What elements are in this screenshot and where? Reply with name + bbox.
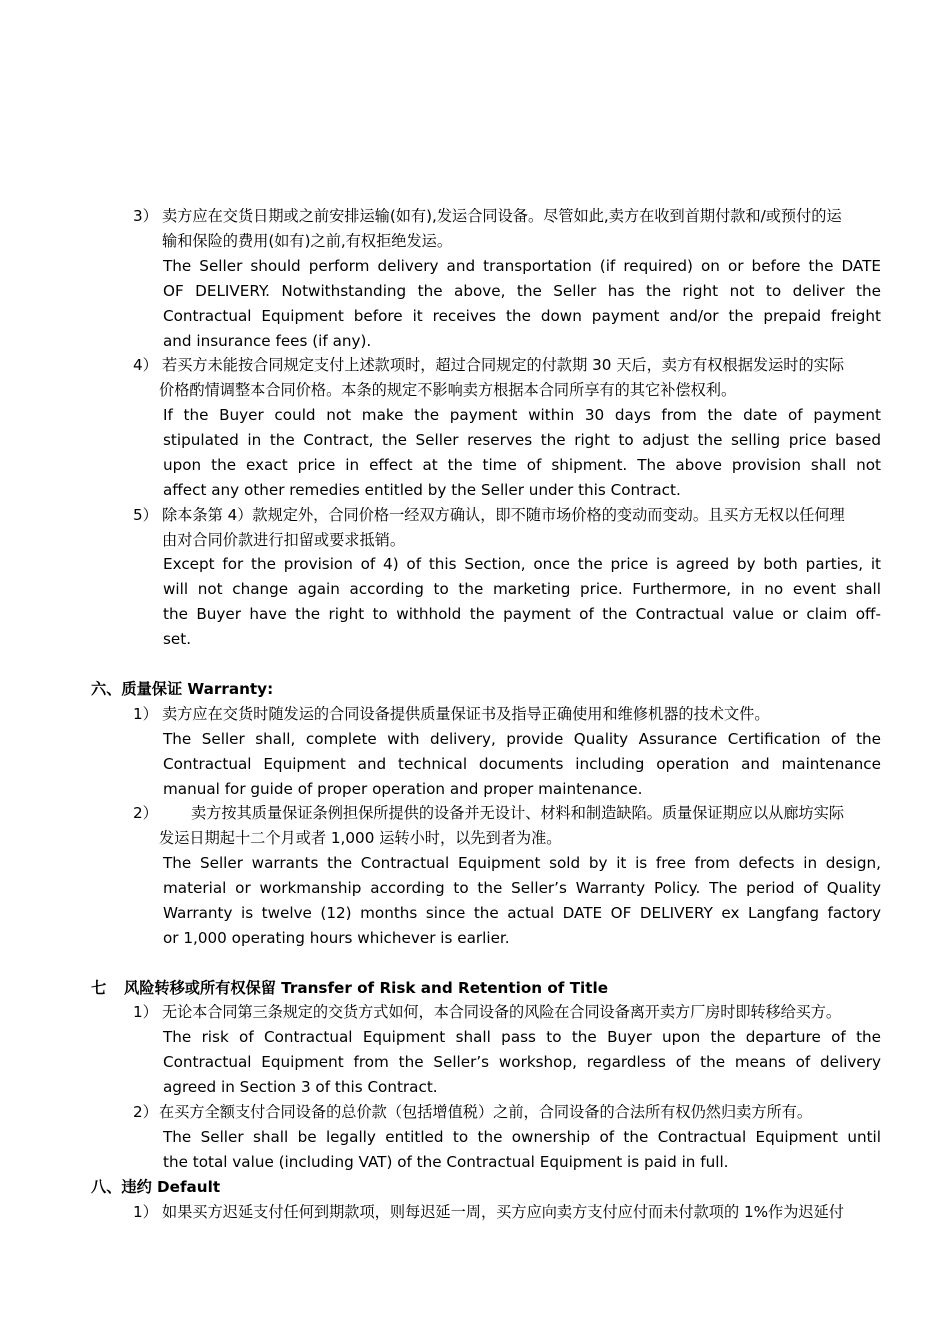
item-en-line: Contractual Equipment before it receives the down payment and/or the prepaid freight [163,307,881,325]
item-en-line: OF DELIVERY. Notwithstanding the above, the Seller has the right not to deliver the [163,282,881,300]
item-cn-line: 由对合同价款进行扣留或要求抵销。 [162,531,405,549]
item-cn-line: 价格酌情调整本合同价格。本条的规定不影响卖方根据本合同所享有的其它补偿权利。 [159,381,737,399]
item-en-line: Contractual Equipment and technical documents including operation and maintenance [163,755,881,773]
item-en-line: set. [163,630,192,648]
item-en-line: Except for the provision of 4) of this Section, once the price is agreed by both parties, it [163,555,881,573]
item-cn-line: 卖方应在交货日期或之前安排运输(如有),发运合同设备。尽管如此,卖方在收到首期付款和/或预付的运 [162,207,842,225]
section-heading-default: 八、违约 Default [91,1178,221,1196]
item-en-line: The Seller warrants the Contractual Equipment sold by it is free from defects in design, [163,854,881,872]
item-en-line: stipulated in the Contract, the Seller reserves the right to adjust the selling price based [163,431,881,449]
item-number: 2） [133,804,158,822]
item-en-line: The Seller shall be legally entitled to the ownership of the Contractual Equipment until [163,1128,881,1146]
item-cn-line: 卖方按其质量保证条例担保所提供的设备并无设计、材料和制造缺陷。质量保证期应以从廊坊实际 [191,804,845,822]
item-cn-line: 除本条第 4）款规定外，合同价格一经双方确认，即不随市场价格的变动而变动。且买方无权以任何理 [162,506,845,524]
item-en-line: If the Buyer could not make the payment within 30 days from the date of payment [163,406,881,424]
item-number: 1） [133,1203,158,1221]
item-en-line: or 1,000 operating hours whichever is earlier. [163,929,510,947]
item-en-line: The Seller shall, complete with delivery, provide Quality Assurance Certification of the [163,730,881,748]
section-heading-warranty: 六、质量保证 Warranty: [91,680,274,698]
item-en-line: agreed in Section 3 of this Contract. [163,1078,438,1096]
item-en-line: material or workmanship according to the Seller’s Warranty Policy. The period of Quality [163,879,881,897]
item-number: 1） [133,1003,158,1021]
item-number: 2） [133,1103,158,1121]
item-en-line: upon the exact price in effect at the time of shipment. The above provision shall not [163,456,881,474]
item-cn-line: 若买方未能按合同规定支付上述款项时，超过合同规定的付款期 30 天后，卖方有权根据发运时的实际 [162,356,845,374]
section-heading-risk-transfer: 风险转移或所有权保留 Transfer of Risk and Retention of Title [124,979,609,997]
item-en-line: Contractual Equipment from the Seller’s workshop, regardless of the means of delivery [163,1053,881,1071]
item-en-line: Warranty is twelve (12) months since the actual DATE OF DELIVERY ex Langfang factory [163,904,881,922]
section-heading-number: 七 [91,979,107,997]
item-cn-line: 如果买方迟延支付任何到期款项，则每迟延一周，买方应向卖方支付应付而未付款项的 1%作为迟延付 [162,1203,844,1221]
item-number: 1） [133,705,158,723]
item-cn-line: 无论本合同第三条规定的交货方式如何，本合同设备的风险在合同设备离开卖方厂房时即转移给买方。 [162,1003,841,1021]
item-en-line: manual for guide of proper operation and proper maintenance. [163,780,643,798]
item-number: 3） [133,207,158,225]
item-number: 5） [133,506,158,524]
item-en-line: the total value (including VAT) of the Contractual Equipment is paid in full. [163,1153,729,1171]
item-en-line: affect any other remedies entitled by the Seller under this Contract. [163,481,681,499]
item-cn-line: 在买方全额支付合同设备的总价款（包括增值税）之前，合同设备的合法所有权仍然归卖方所有。 [159,1103,813,1121]
item-number: 4） [133,356,158,374]
item-en-line: The Seller should perform delivery and transportation (if required) on or before the DATE [163,257,881,275]
item-en-line: the Buyer have the right to withhold the payment of the Contractual value or claim off- [163,605,881,623]
item-en-line: The risk of Contractual Equipment shall pass to the Buyer upon the departure of the [163,1028,881,1046]
item-en-line: will not change again according to the marketing price. Furthermore, in no event shall [163,580,881,598]
item-cn-line: 输和保险的费用(如有)之前,有权拒绝发运。 [162,232,453,250]
item-cn-line: 卖方应在交货时随发运的合同设备提供质量保证书及指导正确使用和维修机器的技术文件。 [162,705,770,723]
item-cn-line: 发运日期起十二个月或者 1,000 运转小时，以先到者为准。 [159,829,562,847]
item-en-line: and insurance fees (if any). [163,332,372,350]
